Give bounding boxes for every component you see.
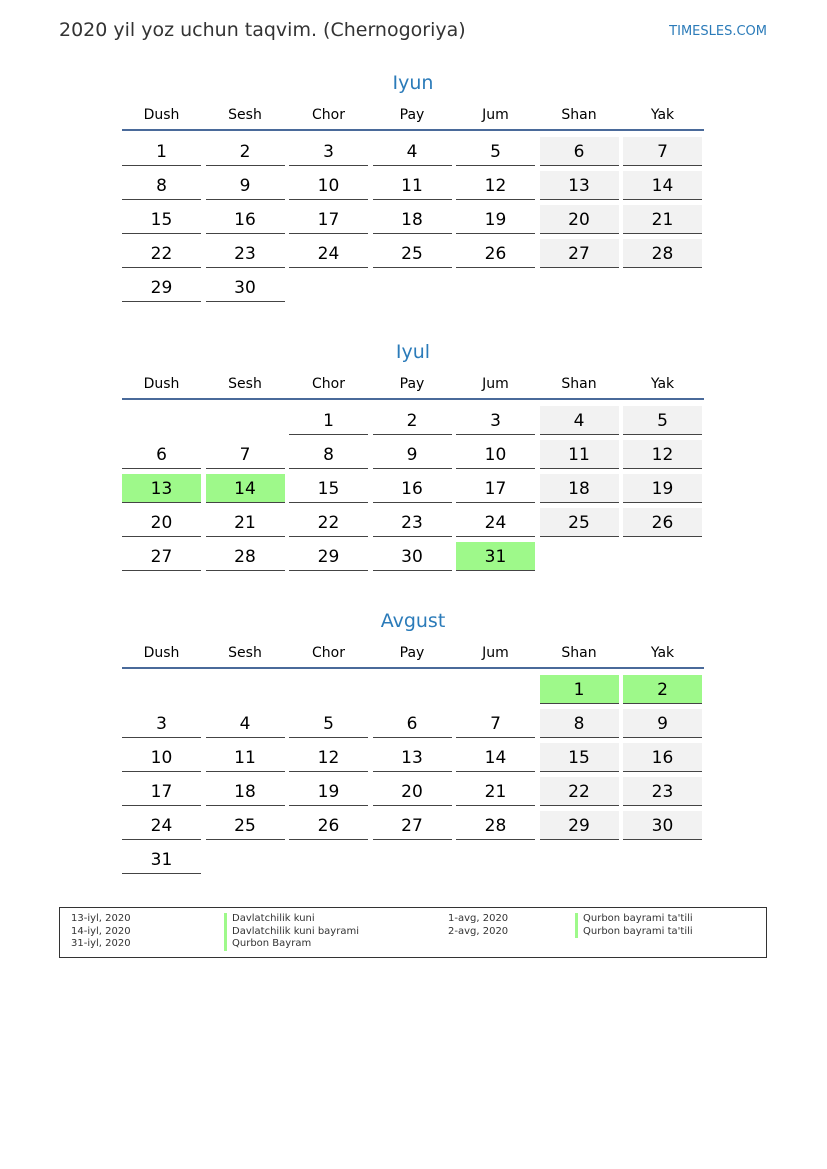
day-cell: 13: [373, 743, 452, 772]
day-cell: 28: [456, 811, 535, 840]
day-cell: 19: [623, 474, 702, 503]
day-cell: 20: [373, 777, 452, 806]
weekday-label: Yak: [650, 645, 675, 661]
legend-holiday-name: Qurbon Bayram: [224, 938, 359, 951]
day-cell: 15: [122, 205, 201, 234]
day-cell: 17: [289, 205, 368, 234]
empty-cell: [122, 406, 201, 435]
day-cell: 27: [540, 239, 619, 268]
weekday-header: [122, 103, 704, 131]
day-cell: 30: [206, 273, 285, 302]
day-cell: 8: [540, 709, 619, 738]
day-cell: 7: [623, 137, 702, 166]
day-cell: 24: [289, 239, 368, 268]
legend-date: 2-avg, 2020: [448, 925, 509, 937]
day-cell: 9: [373, 440, 452, 469]
day-cell: 19: [456, 205, 535, 234]
day-cell: 6: [373, 709, 452, 738]
month-june: [122, 70, 704, 302]
day-cell: 9: [623, 709, 702, 738]
day-grid: [122, 137, 704, 302]
day-cell: 29: [289, 542, 368, 571]
day-cell: 7: [206, 440, 285, 469]
day-cell: 11: [540, 440, 619, 469]
month-july: [122, 339, 704, 571]
weekday-label: Yak: [650, 107, 675, 123]
day-cell: 5: [456, 137, 535, 166]
weekday-label: Sesh: [228, 645, 262, 661]
day-cell: 10: [289, 171, 368, 200]
day-cell: 23: [373, 508, 452, 537]
day-cell: 12: [623, 440, 702, 469]
weekday-label: Dush: [143, 376, 180, 392]
legend-names-left: [224, 913, 359, 951]
day-cell: 14: [456, 743, 535, 772]
day-grid: [122, 675, 704, 874]
day-cell: 5: [623, 406, 702, 435]
month-name: Avgust: [380, 610, 446, 632]
month-name: Iyul: [395, 341, 431, 363]
weekday-header: [122, 372, 704, 400]
day-cell: 21: [206, 508, 285, 537]
day-cell: 26: [623, 508, 702, 537]
day-cell: 14: [623, 171, 702, 200]
day-cell: 18: [540, 474, 619, 503]
day-cell: 10: [122, 743, 201, 772]
legend-dates-left: [71, 913, 131, 951]
day-cell: 3: [289, 137, 368, 166]
day-cell: 29: [122, 273, 201, 302]
day-cell: 15: [289, 474, 368, 503]
month-august: [122, 608, 704, 874]
day-cell: 14: [206, 474, 285, 503]
legend-dates-right: [448, 913, 508, 938]
weekday-label: Dush: [143, 107, 180, 123]
weekday-label: Yak: [650, 376, 675, 392]
day-cell: 16: [206, 205, 285, 234]
day-cell: 9: [206, 171, 285, 200]
day-cell: 15: [540, 743, 619, 772]
day-cell: 18: [206, 777, 285, 806]
day-cell: 24: [122, 811, 201, 840]
empty-cell: [456, 675, 535, 704]
day-cell: 13: [122, 474, 201, 503]
legend-holiday-name: Qurbon bayrami ta'tili: [575, 926, 693, 939]
day-cell: 22: [289, 508, 368, 537]
day-cell: 22: [540, 777, 619, 806]
day-cell: 1: [540, 675, 619, 704]
day-cell: 25: [206, 811, 285, 840]
weekday-label: Pay: [399, 107, 425, 123]
day-cell: 8: [289, 440, 368, 469]
day-cell: 27: [122, 542, 201, 571]
weekday-label: Pay: [399, 645, 425, 661]
day-cell: 3: [456, 406, 535, 435]
weekday-label: Jum: [482, 645, 509, 661]
day-cell: 6: [540, 137, 619, 166]
day-cell: 6: [122, 440, 201, 469]
legend-date: 13-iyl, 2020: [71, 913, 131, 924]
day-cell: 8: [122, 171, 201, 200]
weekday-label: Dush: [143, 645, 180, 661]
day-cell: 5: [289, 709, 368, 738]
day-cell: 23: [206, 239, 285, 268]
empty-cell: [373, 675, 452, 704]
day-cell: 23: [623, 777, 702, 806]
day-cell: 31: [122, 845, 201, 874]
day-cell: 24: [456, 508, 535, 537]
day-cell: 17: [122, 777, 201, 806]
empty-cell: [289, 675, 368, 704]
day-cell: 29: [540, 811, 619, 840]
day-cell: 22: [122, 239, 201, 268]
legend-holiday-name: Qurbon bayrami ta'tili: [575, 913, 693, 926]
weekday-label: Pay: [399, 376, 425, 392]
day-cell: 19: [289, 777, 368, 806]
weekday-label: Sesh: [228, 107, 262, 123]
day-cell: 4: [540, 406, 619, 435]
day-cell: 27: [373, 811, 452, 840]
legend-names-right: [575, 913, 693, 938]
weekday-label: Shan: [561, 107, 597, 123]
day-cell: 28: [623, 239, 702, 268]
day-cell: 20: [540, 205, 619, 234]
day-cell: 16: [623, 743, 702, 772]
legend-date: 14-iyl, 2020: [71, 925, 131, 937]
day-cell: 12: [456, 171, 535, 200]
weekday-label: Chor: [312, 376, 345, 392]
day-cell: 31: [456, 542, 535, 571]
day-cell: 30: [623, 811, 702, 840]
legend-date: 31-iyl, 2020: [71, 938, 131, 949]
day-cell: 21: [456, 777, 535, 806]
day-cell: 4: [373, 137, 452, 166]
day-cell: 16: [373, 474, 452, 503]
month-name: Iyun: [392, 72, 434, 94]
legend-holiday-name: Davlatchilik kuni bayrami: [224, 926, 359, 939]
day-cell: 30: [373, 542, 452, 571]
day-cell: 10: [456, 440, 535, 469]
day-grid: [122, 406, 704, 571]
holiday-legend: [59, 907, 767, 958]
day-cell: 26: [289, 811, 368, 840]
day-cell: 1: [289, 406, 368, 435]
day-cell: 11: [373, 171, 452, 200]
day-cell: 2: [206, 137, 285, 166]
weekday-label: Chor: [312, 107, 345, 123]
weekday-label: Jum: [482, 107, 509, 123]
day-cell: 21: [623, 205, 702, 234]
weekday-label: Sesh: [228, 376, 262, 392]
page-title: 2020 yil yoz uchun taqvim. (Chernogoriya): [59, 19, 466, 41]
weekday-label: Jum: [482, 376, 509, 392]
weekday-header: [122, 641, 704, 669]
day-cell: 28: [206, 542, 285, 571]
day-cell: 25: [540, 508, 619, 537]
day-cell: 1: [122, 137, 201, 166]
day-cell: 11: [206, 743, 285, 772]
day-cell: 7: [456, 709, 535, 738]
day-cell: 20: [122, 508, 201, 537]
weekday-label: Shan: [561, 376, 597, 392]
day-cell: 25: [373, 239, 452, 268]
day-cell: 17: [456, 474, 535, 503]
empty-cell: [122, 675, 201, 704]
day-cell: 13: [540, 171, 619, 200]
day-cell: 2: [373, 406, 452, 435]
legend-date: 1-avg, 2020: [448, 913, 509, 924]
legend-holiday-name: Davlatchilik kuni: [224, 913, 359, 926]
weekday-label: Shan: [561, 645, 597, 661]
day-cell: 4: [206, 709, 285, 738]
day-cell: 18: [373, 205, 452, 234]
empty-cell: [206, 675, 285, 704]
weekday-label: Chor: [312, 645, 345, 661]
day-cell: 3: [122, 709, 201, 738]
site-link[interactable]: TIMESLES.COM: [669, 24, 767, 39]
day-cell: 26: [456, 239, 535, 268]
day-cell: 2: [623, 675, 702, 704]
empty-cell: [206, 406, 285, 435]
day-cell: 12: [289, 743, 368, 772]
